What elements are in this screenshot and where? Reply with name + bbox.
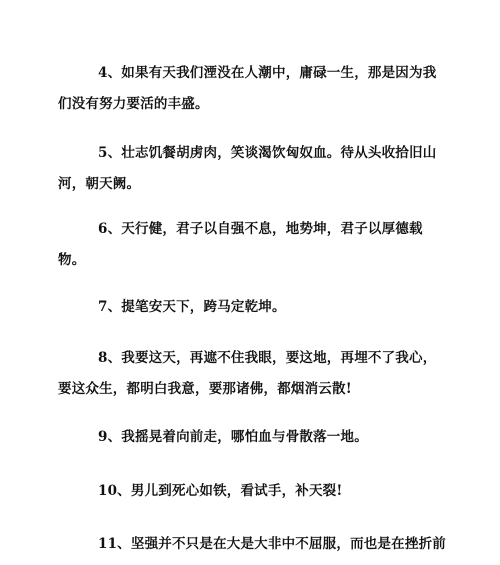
quote-paragraph-7: 7、提笔安天下，跨马定乾坤。 xyxy=(98,299,286,315)
quote-paragraph-4: 4、如果有天我们湮没在人潮中，庸碌一生，那是因为我们没有努力要活的丰盛。 xyxy=(58,65,437,112)
quote-paragraph-6: 6、天行健，君子以自强不息，地势坤，君子以厚德载物。 xyxy=(58,221,423,268)
quote-paragraph-9: 9、我摇晃着向前走，哪怕血与骨散落一地。 xyxy=(98,429,368,445)
quote-paragraph-10: 10、男儿到死心如铁，看试手，补天裂! xyxy=(98,483,343,499)
quote-paragraph-8: 8、我要这天，再遮不住我眼，要这地，再埋不了我心，要这众生，都明白我意，要那诸佛，都烟消云散! xyxy=(58,350,437,397)
quote-paragraph-5: 5、壮志饥餐胡虏肉，笑谈渴饮匈奴血。待从头收拾旧山河，朝天阙。 xyxy=(58,145,437,192)
quote-paragraph-11: 11、坚强并不只是在大是大非中不屈服，而也是在挫折前 xyxy=(98,536,446,552)
